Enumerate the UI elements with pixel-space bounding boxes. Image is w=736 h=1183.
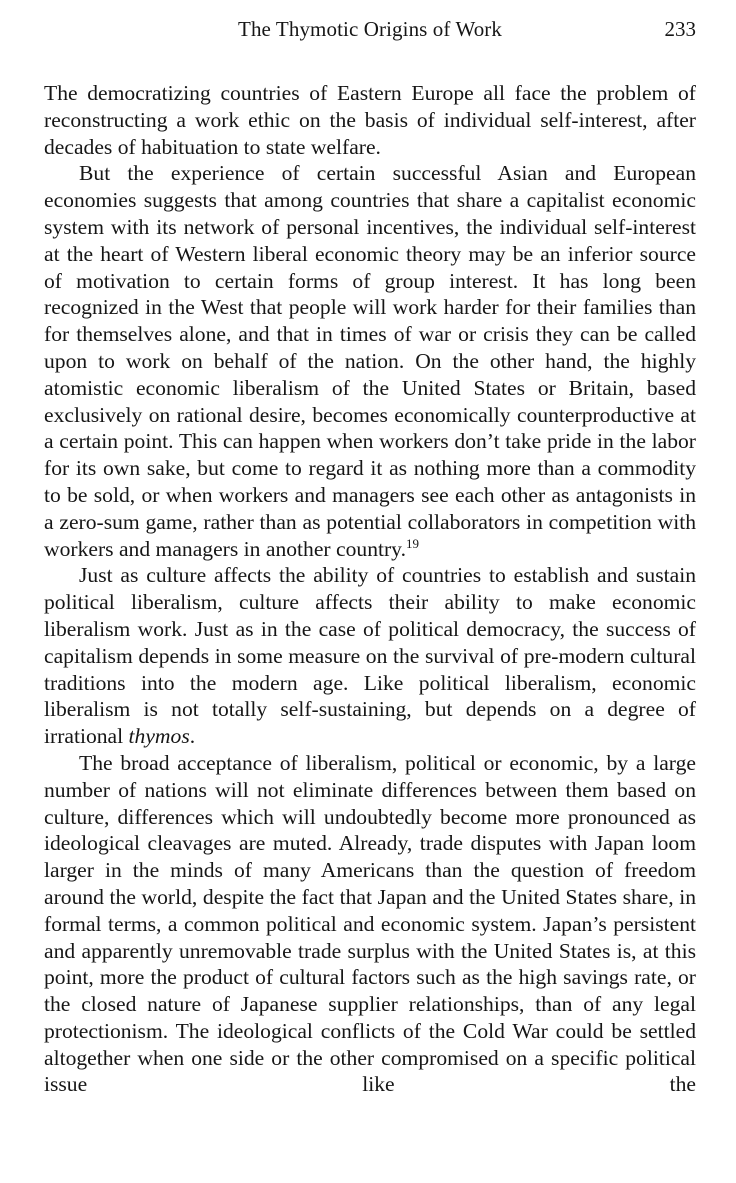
paragraph-4-text: The broad acceptance of liberalism, political or economic, by a large number of nations will not eliminate differences between them based on culture, differences which will undoubtedly become more pronounced as ideological cleavages are muted. Already, trade disputes with Japan loom larger in the minds of many Americans than the question of freedom around the world, despite the fact that Japan and the United States share, in formal terms, a common political and economic system. Japan’s persistent and apparently unremovable trade surplus with the United States is, at this point, more the product of cultural factors such as the high savings rate, or the closed nature of Japanese supplier relationships, than of any legal protectionism. The ideological conflicts of the Cold War could be settled altogether when one side or the other compromised on a specific political issue like the — [44, 750, 696, 1097]
paragraph-3-text: Just as culture affects the ability of countries to establish and sustain political liberalism, culture affects their ability to make economic liberalism work. Just as in the case of political democracy, the success of capitalism depends in some measure on the survival of pre-modern cultural traditions into the modern age. Like political liberalism, economic liberalism is not totally self-sustaining, but depends on a degree of irrational — [44, 563, 696, 749]
paragraph-3 — [44, 562, 696, 750]
footnote-reference-19: 19 — [405, 535, 419, 551]
paragraph-1 — [44, 80, 696, 160]
page-number: 233 — [664, 17, 696, 41]
page-body — [44, 80, 696, 1098]
paragraph-1-text: The democratizing countries of Eastern Europe all face the problem of reconstructing a work ethic on the basis of individual self-interest, after decades of habituation to state welfare. — [44, 81, 696, 159]
paragraph-2-text: But the experience of certain successful Asian and European economies suggests that among countries that share a capitalist economic system with its network of personal incentives, the individual self-interest at the heart of Western liberal economic theory may be an inferior source of motivation to certain forms of group interest. It has long been recognized in the West that people will work harder for their families than for themselves alone, and that in times of war or crisis they can be called upon to work on behalf of the nation. On the other hand, the highly atomistic economic liberalism of the United States or Britain, based exclusively on rational desire, becomes economically counterproductive at a certain point. This can happen when workers don’t take pride in the labor for its own sake, but come to regard it as nothing more than a commodity to be sold, or when workers and managers see each other as antagonists in a zero-sum game, rather than as potential collaborators in competition with workers and managers in another country. — [44, 161, 696, 561]
chapter-title: The Thymotic Origins of Work — [238, 17, 502, 41]
italic-term-thymos: thymos — [128, 724, 190, 749]
paragraph-4 — [44, 750, 696, 1098]
paragraph-3-end: . — [189, 724, 196, 749]
running-header — [44, 15, 696, 43]
paragraph-2 — [44, 160, 696, 562]
